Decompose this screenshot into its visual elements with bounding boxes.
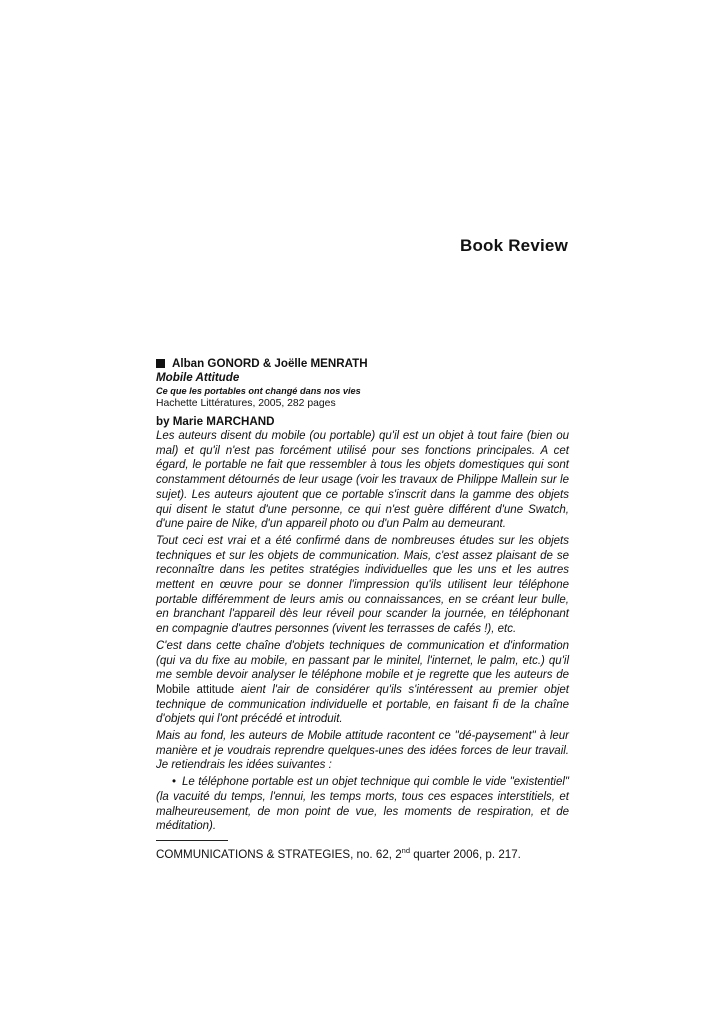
book-subtitle: Ce que les portables ont changé dans nos vies	[156, 386, 361, 396]
section-heading: Book Review	[459, 236, 568, 255]
paragraph-3-text-a: C'est dans cette chaîne d'objets techniques de communication et d'information (qui va du fixe au mobile, en passant par le minitel, l'internet, le palm, etc.) qu'il me semble devoir analyser le téléphone mobile et je regrette que les auteurs de	[156, 639, 569, 682]
book-title: Mobile Attitude	[156, 371, 240, 384]
black-square-icon	[156, 359, 165, 368]
book-authors-line	[156, 356, 569, 371]
review-paragraph-4: Mais au fond, les auteurs de Mobile attitude racontent ce "dé-paysement" à leur manière et je voudrais reprendre quelques-unes des idées forces de leur travail. Je retiendrais les idées suivantes :	[156, 730, 569, 772]
review-paragraph-1: Les auteurs disent du mobile (ou portable) qu'il est un objet à tout faire (bien ou mal) et qu'il n'est pas forcément utilisé pour ses fonctions principales. A cet égard, le portable ne fait que ressembler à tous les objets domestiques qui sont constamment détournés de leur usage (voir les travaux de Philippe Mallein sur le sujet). Les auteurs ajoutent que ce portable s'inscrit dans la gamme des objets qui disent le statut d'une personne, ce qui n'est guère différent d'une Swatch, d'une paire de Nike, d'un appareil photo ou d'un Palm au demeurant.	[156, 430, 569, 531]
review-paragraph-3	[156, 639, 569, 727]
review-content	[156, 356, 569, 862]
book-authors: Alban GONORD & Joëlle MENRATH	[172, 357, 368, 370]
journal-footer	[156, 847, 569, 862]
footer-text-b: quarter 2006, p. 217.	[410, 847, 521, 861]
footnote-divider	[156, 840, 228, 841]
reviewer-byline: by Marie MARCHAND	[156, 415, 275, 428]
footer-superscript: nd	[401, 846, 411, 856]
bullet-text: Le téléphone portable est un objet technique qui comble le vide "existentiel" (la vacuité du temps, l'ennui, les temps morts, tous ces espaces interstitiels, et malheureusement, de mon point de vue, les moments de respiration, et de méditation).	[156, 776, 569, 833]
bullet-icon: •	[172, 776, 177, 789]
review-paragraph-2: Tout ceci est vrai et a été confirmé dans de nombreuses études sur les objets techniques et sur les objets de communication. Mais, c'est assez plaisant de se reconnaître dans les petites stratégies individuelles que les uns et les autres mettent en œuvre pour se donner l'impression qu'ils utilisent leur téléphone portable différemment de leurs amis ou connaissances, en se créant leur bulle, en branchant l'appareil dès leur réveil pour scander la journée, en téléphonant en compagnie d'autres personnes (vivent les terrasses de cafés !), etc.	[156, 534, 569, 636]
book-title-inline: Mobile attitude	[156, 683, 235, 696]
book-publisher: Hachette Littératures, 2005, 282 pages	[156, 398, 336, 409]
bullet-item	[156, 775, 569, 834]
paragraph-3-text-b: aient l'air de considérer qu'ils s'intéressent au premier objet technique de communication individuelle et portable, en faisant fi de la chaîne d'objets qui l'ont précédé et introduit.	[156, 683, 569, 726]
footer-text-a: COMMUNICATIONS & STRATEGIES, no. 62, 2	[156, 847, 402, 861]
